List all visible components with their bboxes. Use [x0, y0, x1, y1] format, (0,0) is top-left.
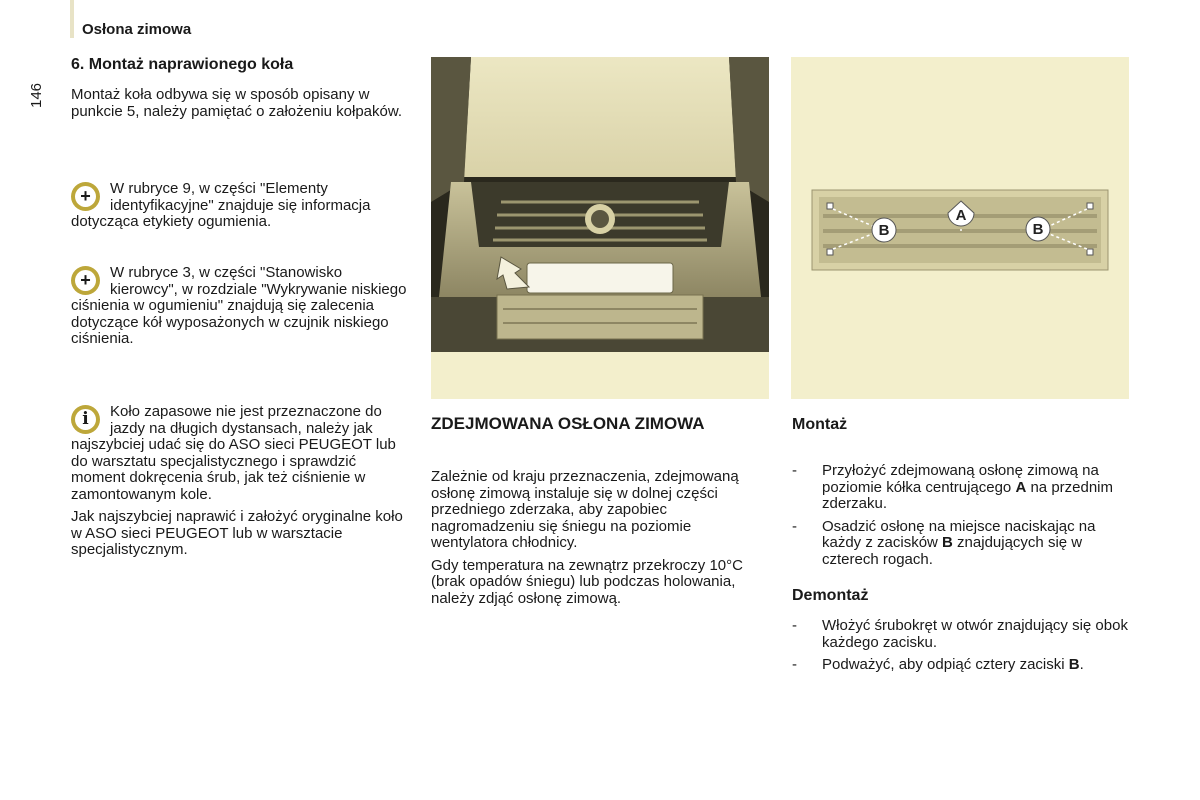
header-rule — [70, 0, 74, 38]
note-tyre-pressure-text: W rubryce 3, w części "Stanowisko kierowcy", w rozdziale "Wykrywanie niskiego ciśnienia w ogumieniu" znajdują się zalecenia dotyczące kół wyposażonych w czujnik niskiego ciśnienia. — [71, 264, 407, 347]
note-identification-text: W rubryce 9, w części "Elementy identyfikacyjne" znajduje się informacja dotycząca etykiety ogumienia. — [71, 180, 371, 230]
middle-text — [431, 469, 771, 613]
note-spare-wheel-text: Koło zapasowe nie jest przeznaczone do jazdy na długich dystansach, należy jak najszybciej udać się do ASO sieci PEUGEOT lub do warsztatu specjalistycznego i sprawdzić moment dokręcenia śrub, jak też ciśnienie w zamontowanym kole. — [71, 403, 396, 503]
list-item: - Przyłożyć zdejmowaną osłonę zimową na poziomie kółka centrującego A na przednim zderzaku. — [792, 463, 1137, 513]
list-item: - Osadzić osłonę na miejsce naciskając na każdy z zacisków B znajdujących się w czterech rogach. — [792, 519, 1137, 569]
middle-heading: ZDEJMOWANA OSŁONA ZIMOWA — [431, 414, 705, 433]
middle-para-1: Zależnie od kraju przeznaczenia, zdejmowaną osłonę zimową instaluje się w dolnej części przedniego zderzaka, aby zapobiec nagromadzeniu się śniegu na poziomie wentylatora chłodnicy. — [431, 468, 739, 551]
plus-icon: + — [71, 266, 100, 295]
left-heading: 6. Montaż naprawionego koła — [71, 56, 294, 73]
montaz-heading: Montaż — [792, 416, 848, 433]
label-b-right: B — [1032, 221, 1044, 238]
list-item: - Włożyć śrubokręt w otwór znajdujący się obok każdego zacisku. — [792, 618, 1137, 651]
grille-cover-diagram — [791, 57, 1129, 399]
grille-cover-drawing — [791, 57, 1129, 399]
label-b-left: B — [878, 222, 890, 239]
demontaz-heading: Demontaż — [792, 587, 869, 604]
page-number: 146 — [28, 82, 45, 108]
van-front-illustration — [431, 57, 769, 399]
note-tyre-pressure — [71, 265, 411, 348]
middle-para-2: Gdy temperatura na zewnątrz przekroczy 10°C (brak opadów śniegu) lub podczas holowania, należy zdjąć osłonę zimową. — [431, 556, 743, 607]
info-icon: i — [71, 405, 100, 434]
section-title: Osłona zimowa — [82, 21, 192, 38]
note-identification — [71, 181, 411, 231]
list-item: - Podważyć, aby odpiąć cztery zaciski B. — [792, 657, 1137, 674]
van-front-drawing — [431, 57, 769, 399]
montaz-list — [792, 463, 1137, 574]
plus-icon: + — [71, 182, 100, 211]
note-spare-wheel-extra: Jak najszybciej naprawić i założyć oryginalne koło w ASO sieci PEUGEOT lub w warsztacie specjalistycznym. — [71, 508, 403, 558]
note-spare-wheel — [71, 404, 411, 559]
left-intro: Montaż koła odbywa się w sposób opisany w punkcie 5, należy pamiętać o założeniu kołpaków. — [71, 86, 403, 120]
label-a: A — [955, 207, 967, 224]
demontaz-list — [792, 618, 1137, 680]
